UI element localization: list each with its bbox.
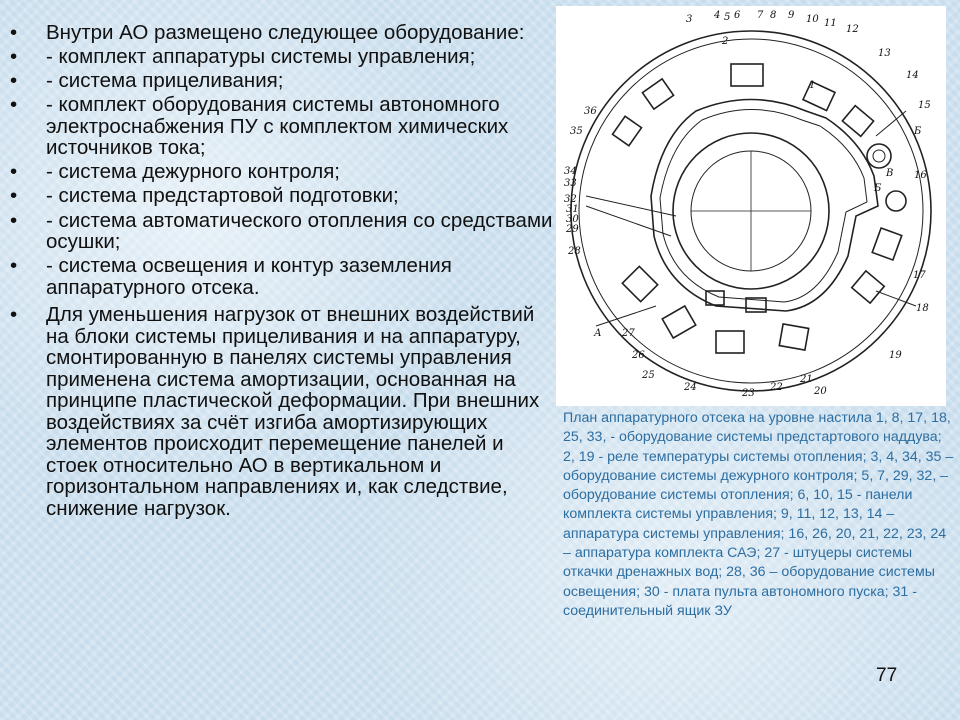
callout-label: 22 xyxy=(770,382,783,393)
bullet-item: • - комплект аппаратуры системы управления; xyxy=(10,45,476,69)
callout-label: 12 xyxy=(846,24,859,35)
callout-label: 32 xyxy=(564,194,577,205)
callout-label: 28 xyxy=(568,246,581,257)
equipment-box xyxy=(779,324,808,350)
leader-line xyxy=(586,206,671,236)
callout-label: 33 xyxy=(564,178,577,189)
callout-label: 35 xyxy=(570,126,583,137)
equipment-box xyxy=(842,106,873,137)
callout-label: 26 xyxy=(632,350,645,361)
callout-label: 31 xyxy=(566,204,579,215)
callout-label: А xyxy=(594,328,602,339)
bullet-text: - система предстартовой подготовки; xyxy=(46,184,399,208)
bullet-text: - система автоматического отопления со средствами осушки; xyxy=(46,208,553,254)
bullet-item: • Для уменьшения нагрузок от внешних воздействий на блоки системы прицеливания и на аппаратуру, смонтированную в панелях системы управления применена система амортизации, основанная на принципе пластической деформации. При внешних воздействиях за счёт изгиба амортизирующих элементов происходит перемещение панелей и стоек относительно АО в вертикальном и горизонтальном направлениях и, как следствие, снижение нагрузок. xyxy=(10,303,540,520)
bullet-item: • - система предстартовой подготовки; xyxy=(10,184,399,208)
equipment-round xyxy=(873,150,885,162)
equipment-box xyxy=(716,331,744,353)
equipment-box xyxy=(803,81,835,110)
inner-platform xyxy=(651,100,878,312)
callout-label: Б xyxy=(914,126,922,137)
callout-label: 13 xyxy=(878,48,891,59)
compartment-plan-drawing xyxy=(556,6,946,406)
callout-label: 30 xyxy=(566,214,579,225)
equipment-box xyxy=(642,79,673,109)
bullet-item: • Внутри АО размещено следующее оборудование: xyxy=(10,21,525,44)
callout-label: 6 xyxy=(734,10,741,21)
bullet-text: - комплект аппаратуры системы управления; xyxy=(46,45,476,69)
bullet-item: • - система освещения и контур заземления аппаратурного отсека. xyxy=(10,254,452,299)
bullet-text: Для уменьшения нагрузок от внешних воздействий на блоки системы прицеливания и на аппаратуру, смонтированную в панелях системы управления применена система амортизации, основанная на принципе пластической деформации. При внешних воздействиях за счёт изгиба амортизирующих элементов происходит перемещение панелей и стоек относительно АО в вертикальном и горизонтальном направлениях и, как следствие, снижение нагрузок. xyxy=(46,303,540,520)
leader-line xyxy=(876,111,906,136)
bullet-item: • - система прицеливания; xyxy=(10,69,284,93)
equipment-box xyxy=(872,228,902,260)
callout-label: 29 xyxy=(566,224,579,235)
callout-label: 1 xyxy=(809,80,816,91)
bullet-item: • - система дежурного контроля; xyxy=(10,160,340,184)
callout-label: 17 xyxy=(913,270,926,281)
callout-label: 23 xyxy=(742,388,755,399)
figure-caption: План аппаратурного отсека на уровне настила 1, 8, 17, 18, 25, 33, - оборудование системы предстартового наддува; 2, 19 - реле температуры системы отопления; 3, 4, 34, 35 – оборудование системы дежурного контроля; 5, 7, 29, 32, – оборудование системы отопления; 6, 10, 15 - панели комплекта системы управления; 9, 11, 12, 13, 14 – аппаратура системы управления; 16, 26, 20, 21, 22, 23, 24 – аппаратура комплекта САЭ; 27 - штуцеры системы откачки дренажных вод; 28, 36 – оборудование системы освещения; 30 - плата пульта автономного пуска; 31 - соединительный ящик ЗУ xyxy=(563,410,954,619)
equipment-box xyxy=(731,64,763,86)
callout-label: 18 xyxy=(916,303,929,314)
callout-label: 9 xyxy=(788,10,795,21)
callout-label: 16 xyxy=(914,170,927,181)
callout-label: В xyxy=(886,168,894,179)
callout-label: 5 xyxy=(724,12,731,23)
equipment-round xyxy=(867,144,891,168)
equipment-box xyxy=(612,116,641,145)
leader-line xyxy=(586,196,676,216)
callout-label: 20 xyxy=(814,386,827,397)
callout-label: 27 xyxy=(622,328,635,339)
callout-label: 10 xyxy=(806,14,819,25)
callout-label: 25 xyxy=(642,370,655,381)
callout-label: 14 xyxy=(906,70,919,81)
callout-label: 34 xyxy=(564,166,577,177)
callout-label: 2 xyxy=(722,36,729,47)
bullet-text: - комплект оборудования системы автономного электроснабжения ПУ с комплектом химических источников тока; xyxy=(46,93,509,160)
bullet-text: Внутри АО размещено следующее оборудование: xyxy=(46,21,525,44)
callout-label: 24 xyxy=(684,382,697,393)
callout-label: Б xyxy=(874,183,882,194)
callout-label: 19 xyxy=(889,350,902,361)
bullet-list xyxy=(10,22,555,522)
callout-label: 36 xyxy=(584,106,597,117)
bullet-item: • - комплект оборудования системы автономного электроснабжения ПУ с комплектом химических источников тока; xyxy=(10,93,509,160)
compartment-plan-figure xyxy=(556,6,946,406)
callout-label: 8 xyxy=(770,10,777,21)
bullet-text: - система дежурного контроля; xyxy=(46,160,340,184)
callout-label: 4 xyxy=(714,10,721,21)
equipment-box xyxy=(852,271,885,303)
callout-label: 7 xyxy=(757,10,764,21)
page-number: 77 xyxy=(876,665,898,686)
callout-label: 11 xyxy=(824,18,837,29)
bullet-text: - система прицеливания; xyxy=(46,69,284,93)
equipment-round xyxy=(886,191,906,211)
bullet-text: - система освещения и контур заземления аппаратурного отсека. xyxy=(46,254,452,299)
callout-label: 15 xyxy=(918,100,931,111)
callout-label: 3 xyxy=(686,14,693,25)
bullet-item: • - система автоматического отопления со средствами осушки; xyxy=(10,208,553,254)
equipment-box xyxy=(622,266,657,301)
equipment-box xyxy=(662,306,696,338)
callout-label: 21 xyxy=(800,374,813,385)
